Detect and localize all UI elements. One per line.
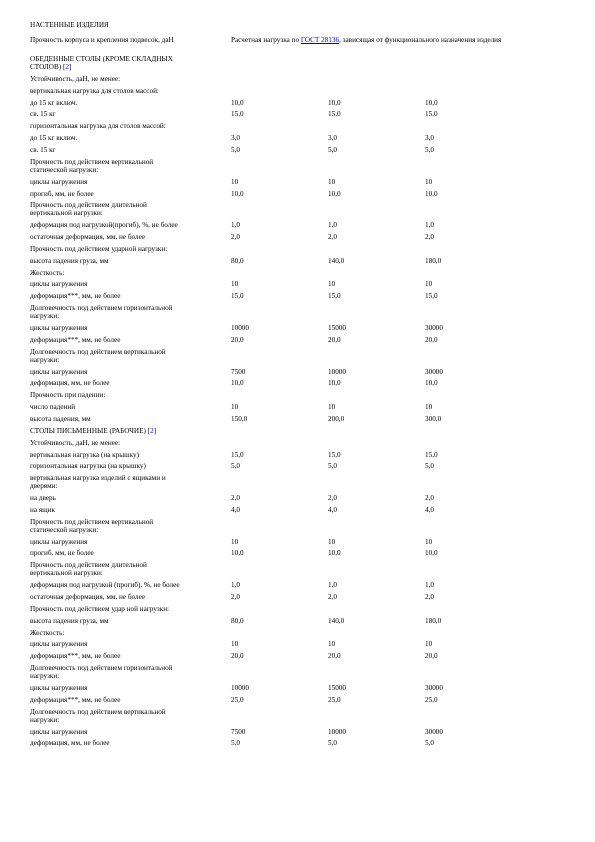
value-cell: 3,0	[425, 134, 434, 143]
value-cell: 25,0	[328, 695, 341, 704]
row-label-line: деформация***, мм, не более	[30, 335, 121, 344]
row-label-line: деформация под нагрузкой (прогиб), %, не более	[30, 581, 180, 590]
value-cell: 2,0	[231, 494, 240, 503]
value-cell: 10,0	[231, 549, 244, 558]
row-label	[30, 336, 225, 344]
value-cell: 25,0	[231, 695, 244, 704]
value-cell: 20,0	[231, 335, 244, 344]
value-cell: 1,0	[328, 581, 337, 590]
value-cell: 80,0	[231, 616, 244, 625]
value-cell: 2,0	[231, 233, 240, 242]
value-cell: 2,0	[328, 494, 337, 503]
row-label-line: циклы нагружения	[30, 683, 88, 692]
row-label-line: Прочность при падении:	[30, 391, 106, 400]
row-label	[30, 617, 225, 625]
value-cell: 2,0	[425, 593, 434, 601]
value-cell: 30000	[425, 727, 443, 736]
row-label	[30, 324, 225, 332]
value-cell: 15,0	[231, 450, 244, 459]
row-label	[30, 474, 225, 490]
row-label-line: до 15 кг включ.	[30, 98, 78, 107]
value-cell: 10	[425, 537, 433, 546]
value-cell: 1,0	[328, 221, 337, 230]
value-cell: 30000	[425, 324, 443, 332]
section-title-line: ОБЕДЕННЫЕ СТОЛЫ (КРОМЕ СКЛАДНЫХ	[30, 55, 173, 63]
row-label-line: на ящик	[30, 505, 56, 514]
row-label	[30, 201, 225, 217]
value-cell: 5,0	[328, 462, 337, 471]
row-label	[30, 110, 225, 118]
value-cell: 10,0	[231, 189, 244, 198]
value-cell: 10	[328, 537, 336, 546]
reference-bracket: ]	[153, 426, 157, 435]
value-cell: 10,0	[231, 98, 244, 107]
row-label-line: вертикальная нагрузка (на крышку)	[30, 450, 140, 459]
value-cell: 1,0	[231, 581, 240, 590]
value-cell: 10	[231, 537, 239, 546]
section-title	[30, 427, 225, 435]
section-title	[30, 55, 225, 71]
value-cell: 10	[425, 640, 433, 649]
row-label-line: вертикальная нагрузка для столов массой:	[30, 86, 159, 95]
row-label	[30, 629, 225, 637]
row-label-line: циклы нагружения	[30, 280, 88, 289]
value-cell: 180,0	[425, 616, 442, 625]
value-cell: 25,0	[425, 695, 438, 704]
value-cell: 10	[231, 280, 239, 289]
value-cell: 15,0	[231, 110, 244, 119]
row-label-line: деформация под нагрузкой(прогиб), %, не более	[30, 221, 178, 230]
row-label-line: горизонтальная нагрузка для столов массой:	[30, 122, 166, 131]
row-label	[30, 664, 225, 680]
value-cell: 10	[328, 280, 336, 289]
row-label-line: Прочность под действием вертикальной	[30, 157, 154, 166]
row-label	[30, 640, 225, 648]
value-cell: 15,0	[328, 110, 341, 119]
row-label-line: Жесткость:	[30, 268, 65, 277]
value-cell: 10	[231, 177, 239, 186]
row-label	[30, 99, 225, 107]
section-title-line: СТОЛЫ ПИСЬМЕННЫЕ (РАБОЧИЕ) [	[30, 426, 151, 435]
row-label-line: Долговечность под действием горизонтальной	[30, 304, 173, 313]
row-label-line: прогиб, мм, не более	[30, 189, 94, 198]
value-cell: 140,0	[328, 616, 345, 625]
value-cell: 15,0	[425, 110, 438, 119]
value-cell: 1,0	[425, 581, 434, 590]
row-label-line: нагрузки:	[30, 355, 60, 364]
row-label-line: деформация, мм, не более	[30, 739, 110, 748]
row-label-line: св. 15 кг	[30, 110, 56, 119]
value-cell: 20,0	[425, 335, 438, 344]
row-label-line: св. 15 кг	[30, 145, 56, 154]
row-label	[30, 269, 225, 277]
row-label-line: Прочность под действием удар ной нагрузки:	[30, 604, 170, 613]
row-label	[30, 696, 225, 704]
value-cell: 30000	[425, 683, 443, 692]
row-label	[30, 75, 225, 83]
row-label	[30, 605, 225, 613]
row-label-line: высота падения груза, мм	[30, 616, 109, 625]
value-cell: 5,0	[425, 145, 434, 154]
value-cell: 20,0	[328, 652, 341, 661]
row-label-line: циклы нагружения	[30, 324, 88, 332]
row-label-line: статической нагрузки:	[30, 165, 99, 174]
value-cell: 7500	[231, 727, 246, 736]
value-cell: 20,0	[231, 652, 244, 661]
row-label-line: циклы нагружения	[30, 537, 88, 546]
row-label	[30, 451, 225, 459]
row-label	[30, 379, 225, 387]
value-cell: 5,0	[328, 145, 337, 154]
value-cell: 10	[231, 640, 239, 649]
row-label-line: деформация***, мм, не более	[30, 292, 121, 301]
row-label-line: деформация***, мм, не более	[30, 652, 121, 661]
value-cell: 5,0	[231, 145, 240, 154]
value-cell: 30000	[425, 367, 443, 376]
value-cell: 10	[231, 403, 239, 412]
value-cell: 10,0	[328, 98, 341, 107]
row-label-line: циклы нагружения	[30, 177, 88, 186]
row-label	[30, 292, 225, 300]
row-label	[30, 439, 225, 447]
value-cell: 10,0	[328, 379, 341, 388]
value-cell: 7500	[231, 367, 246, 376]
row-label-line: высота падения груза, мм	[30, 256, 109, 265]
row-label	[30, 221, 225, 229]
value-cell: 4,0	[328, 505, 337, 514]
value-cell: 1,0	[231, 221, 240, 230]
row-label	[30, 158, 225, 174]
value-cell: 2,0	[425, 233, 434, 242]
value-cell: 15,0	[425, 292, 438, 301]
value-cell: 10000	[231, 324, 249, 332]
value-cell: 10	[425, 403, 433, 412]
value-cell: 5,0	[231, 462, 240, 471]
value-cell: 140,0	[328, 256, 345, 265]
row-label	[30, 134, 225, 142]
value-cell: 15,0	[328, 450, 341, 459]
row-label	[30, 652, 225, 660]
row-label	[30, 581, 225, 589]
row-label-line: число падений	[30, 403, 76, 412]
row-label	[30, 462, 225, 470]
row-label	[30, 415, 225, 423]
row-label-line: на дверь	[30, 494, 56, 503]
row-label	[30, 190, 225, 198]
value-cell: 10000	[231, 683, 249, 692]
row-label-line: Долговечность под действием горизонтальной	[30, 664, 173, 673]
value-cell: 10,0	[328, 189, 341, 198]
value-cell: 2,0	[328, 233, 337, 242]
value-cell: 10,0	[231, 379, 244, 388]
row-label-line: нагрузки:	[30, 715, 60, 724]
value-cell: 15000	[328, 324, 346, 332]
row-label-line: до 15 кг включ.	[30, 134, 78, 143]
row-label-line: Устойчивость, даН, не менее:	[30, 438, 121, 447]
row-label	[30, 280, 225, 288]
value-cell: 80,0	[231, 256, 244, 265]
row-label	[30, 178, 225, 186]
value-cell: 10	[425, 280, 433, 289]
row-label	[30, 549, 225, 557]
row-label-line: Прочность под действием длительной	[30, 201, 147, 210]
value-cell: 10,0	[425, 98, 438, 107]
row-label-line: остаточная деформация, мм, не более	[30, 233, 146, 242]
section-title: НАСТЕННЫЕ ИЗДЕЛИЯ	[30, 21, 109, 29]
row-label	[30, 403, 225, 411]
value-cell: 4,0	[425, 505, 434, 514]
row-label	[30, 561, 225, 577]
row-label	[30, 368, 225, 376]
row-label	[30, 87, 225, 95]
row-label-line: Долговечность под действием вертикальной	[30, 707, 166, 716]
row-label-line: статической нагрузки:	[30, 525, 99, 534]
row-label-line: прогиб, мм, не более	[30, 549, 94, 558]
row-label	[30, 391, 225, 399]
row-label	[30, 538, 225, 546]
value-cell: 150,0	[231, 414, 248, 423]
row-label-line: вертикальной нагрузки:	[30, 569, 103, 578]
row-label-line: циклы нагружения	[30, 640, 88, 649]
value-cell: 20,0	[425, 652, 438, 661]
row-label	[30, 593, 225, 601]
row-label-line: дверями:	[30, 482, 58, 491]
row-label	[30, 122, 225, 130]
value-cell: 10000	[328, 727, 346, 736]
value-cell: 10,0	[425, 549, 438, 558]
row-label	[30, 506, 225, 514]
value-cell: 15000	[328, 683, 346, 692]
value-cell: 10	[328, 403, 336, 412]
value-cell: 10,0	[328, 549, 341, 558]
value-cell: 10	[328, 177, 336, 186]
row-label	[30, 739, 225, 747]
value-cell: 300,0	[425, 414, 442, 423]
value-cell: 10	[328, 640, 336, 649]
row-label-line: остаточная деформация, мм, не более	[30, 593, 146, 601]
value-cell: 10000	[328, 367, 346, 376]
value-cell: 2,0	[425, 494, 434, 503]
row-label-line: Жесткость:	[30, 628, 65, 637]
row-label-line: циклы нагружения	[30, 727, 88, 736]
section-title-line: СТОЛОВ) [	[30, 63, 66, 71]
row-label	[30, 257, 225, 265]
row-label-line: Долговечность под действием вертикальной	[30, 347, 166, 356]
row-label	[30, 304, 225, 320]
row-label	[30, 518, 225, 534]
value-cell: 10,0	[425, 379, 438, 388]
row-label-line: циклы нагружения	[30, 367, 88, 376]
value-cell: 20,0	[328, 335, 341, 344]
row-label: Прочность корпуса и крепления подвесок, даН	[30, 36, 174, 44]
row-label-line: вертикальная нагрузка изделий с ящиками и	[30, 474, 166, 483]
value-cell: 3,0	[231, 134, 240, 143]
row-label	[30, 494, 225, 502]
value-cell: 4,0	[231, 505, 240, 514]
value-cell: 200,0	[328, 414, 345, 423]
value-cell: 10	[425, 177, 433, 186]
row-label-line: Прочность под действием вертикальной	[30, 517, 154, 526]
row-label-line: высота падения, мм	[30, 414, 91, 423]
value-cell: 5,0	[425, 462, 434, 471]
row-label-line: нагрузки:	[30, 672, 60, 681]
row-label-line: нагрузки:	[30, 312, 60, 321]
row-label	[30, 245, 225, 253]
row-label-line: горизонтальная нагрузка (на крышку)	[30, 462, 146, 471]
reference-bracket: ]	[68, 63, 72, 71]
value-cell: 3,0	[328, 134, 337, 143]
row-label-line: Устойчивость, даН, не менее:	[30, 74, 121, 83]
row-label	[30, 728, 225, 736]
row-label	[30, 348, 225, 364]
value-cell: 5,0	[425, 739, 434, 748]
value-cell: 15,0	[231, 292, 244, 301]
row-label-line: вертикальной нагрузки:	[30, 209, 103, 218]
value-cell: 5,0	[231, 739, 240, 748]
value-cell: 15,0	[425, 450, 438, 459]
row-label-line: Прочность под действием ударной нагрузки:	[30, 244, 168, 253]
value-cell: 2,0	[328, 593, 337, 601]
row-label-line: деформация, мм, не более	[30, 379, 110, 388]
row-label-line: Прочность под действием длительной	[30, 561, 147, 570]
value-cell: 5,0	[328, 739, 337, 748]
row-label	[30, 708, 225, 724]
value-cell: 180,0	[425, 256, 442, 265]
row-label	[30, 233, 225, 241]
row-label-line: деформация***, мм, не более	[30, 695, 121, 704]
row-label	[30, 684, 225, 692]
reference-number: 2	[65, 63, 69, 71]
value-cell: 10,0	[425, 189, 438, 198]
row-label	[30, 146, 225, 154]
value-cell: 1,0	[425, 221, 434, 230]
row-note: Расчетная нагрузка по ГОСТ 28136, зависящая от функционального назначения изделия	[231, 36, 502, 44]
reference-number: 2	[150, 426, 154, 435]
gost-link[interactable]: ГОСТ 28136	[300, 36, 340, 44]
value-cell: 15,0	[328, 292, 341, 301]
value-cell: 2,0	[231, 593, 240, 601]
